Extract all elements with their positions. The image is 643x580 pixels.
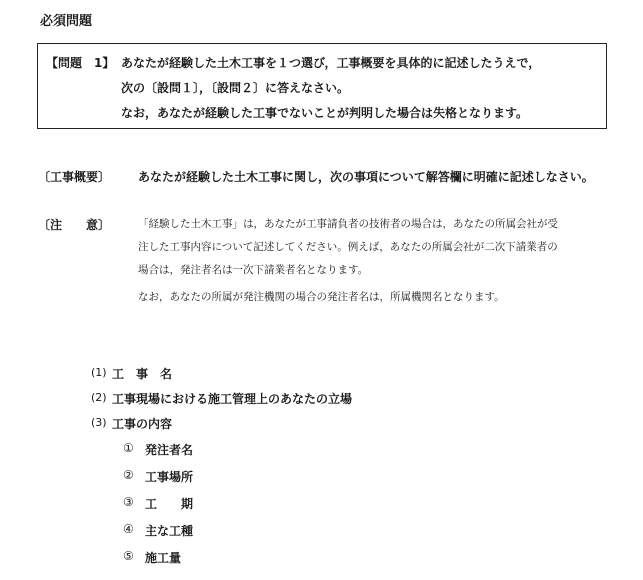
item-text-1: 工 事 名 [112,367,173,381]
question-label: 【問題 1】 [46,56,115,70]
question-line-1: あなたが経験した土木工事を１つ選び，工事概要を具体的に記述したうえで， [121,56,541,70]
subitem-text-3: 工 期 [145,497,194,511]
question-box [37,43,607,129]
item-text-2: 工事現場における施工管理上のあなたの立場 [112,392,353,406]
subitem-number-3: ③ [123,495,134,509]
item-text-3: 工事の内容 [112,417,173,431]
subitem-text-5: 施工量 [145,551,182,565]
subitem-number-4: ④ [123,522,134,536]
subitem-text-1: 発注者名 [145,443,194,457]
item-number-3: (3) [91,416,107,429]
page-heading: 必須問題 [40,14,93,29]
item-number-1: (1) [91,366,107,379]
item-number-2: (2) [91,391,107,404]
overview-text: あなたが経験した土木工事に関し，次の事項について解答欄に明確に記述しなさい。 [138,170,594,184]
subitem-text-4: 主な工種 [145,524,194,538]
subitem-number-5: ⑤ [123,549,134,563]
note-line-2: 注した工事内容について記述してください。例えば，あなたの所属会社が二次下請業者の [138,241,558,253]
note-line-1: 「経験した土木工事」は，あなたが工事請負者の技術者の場合は，あなたの所属会社が受 [138,218,558,230]
subitem-number-2: ② [123,468,134,482]
question-line-3: なお，あなたが経験した工事でないことが判明した場合は失格となります。 [121,106,529,120]
note-line-3: 場合は，発注者名は一次下請業者名となります。 [138,264,369,276]
question-line-2: 次の〔設問１〕，〔設問２〕に答えなさい。 [121,81,350,95]
overview-label: 〔工事概要〕 [38,170,111,184]
note-line-4: なお，あなたの所属が発注機関の場合の発注者名は，所属機関名となります。 [138,291,505,303]
subitem-number-1: ① [123,441,134,455]
subitem-text-2: 工事場所 [145,470,194,484]
note-label: 〔注 意〕 [38,218,111,232]
